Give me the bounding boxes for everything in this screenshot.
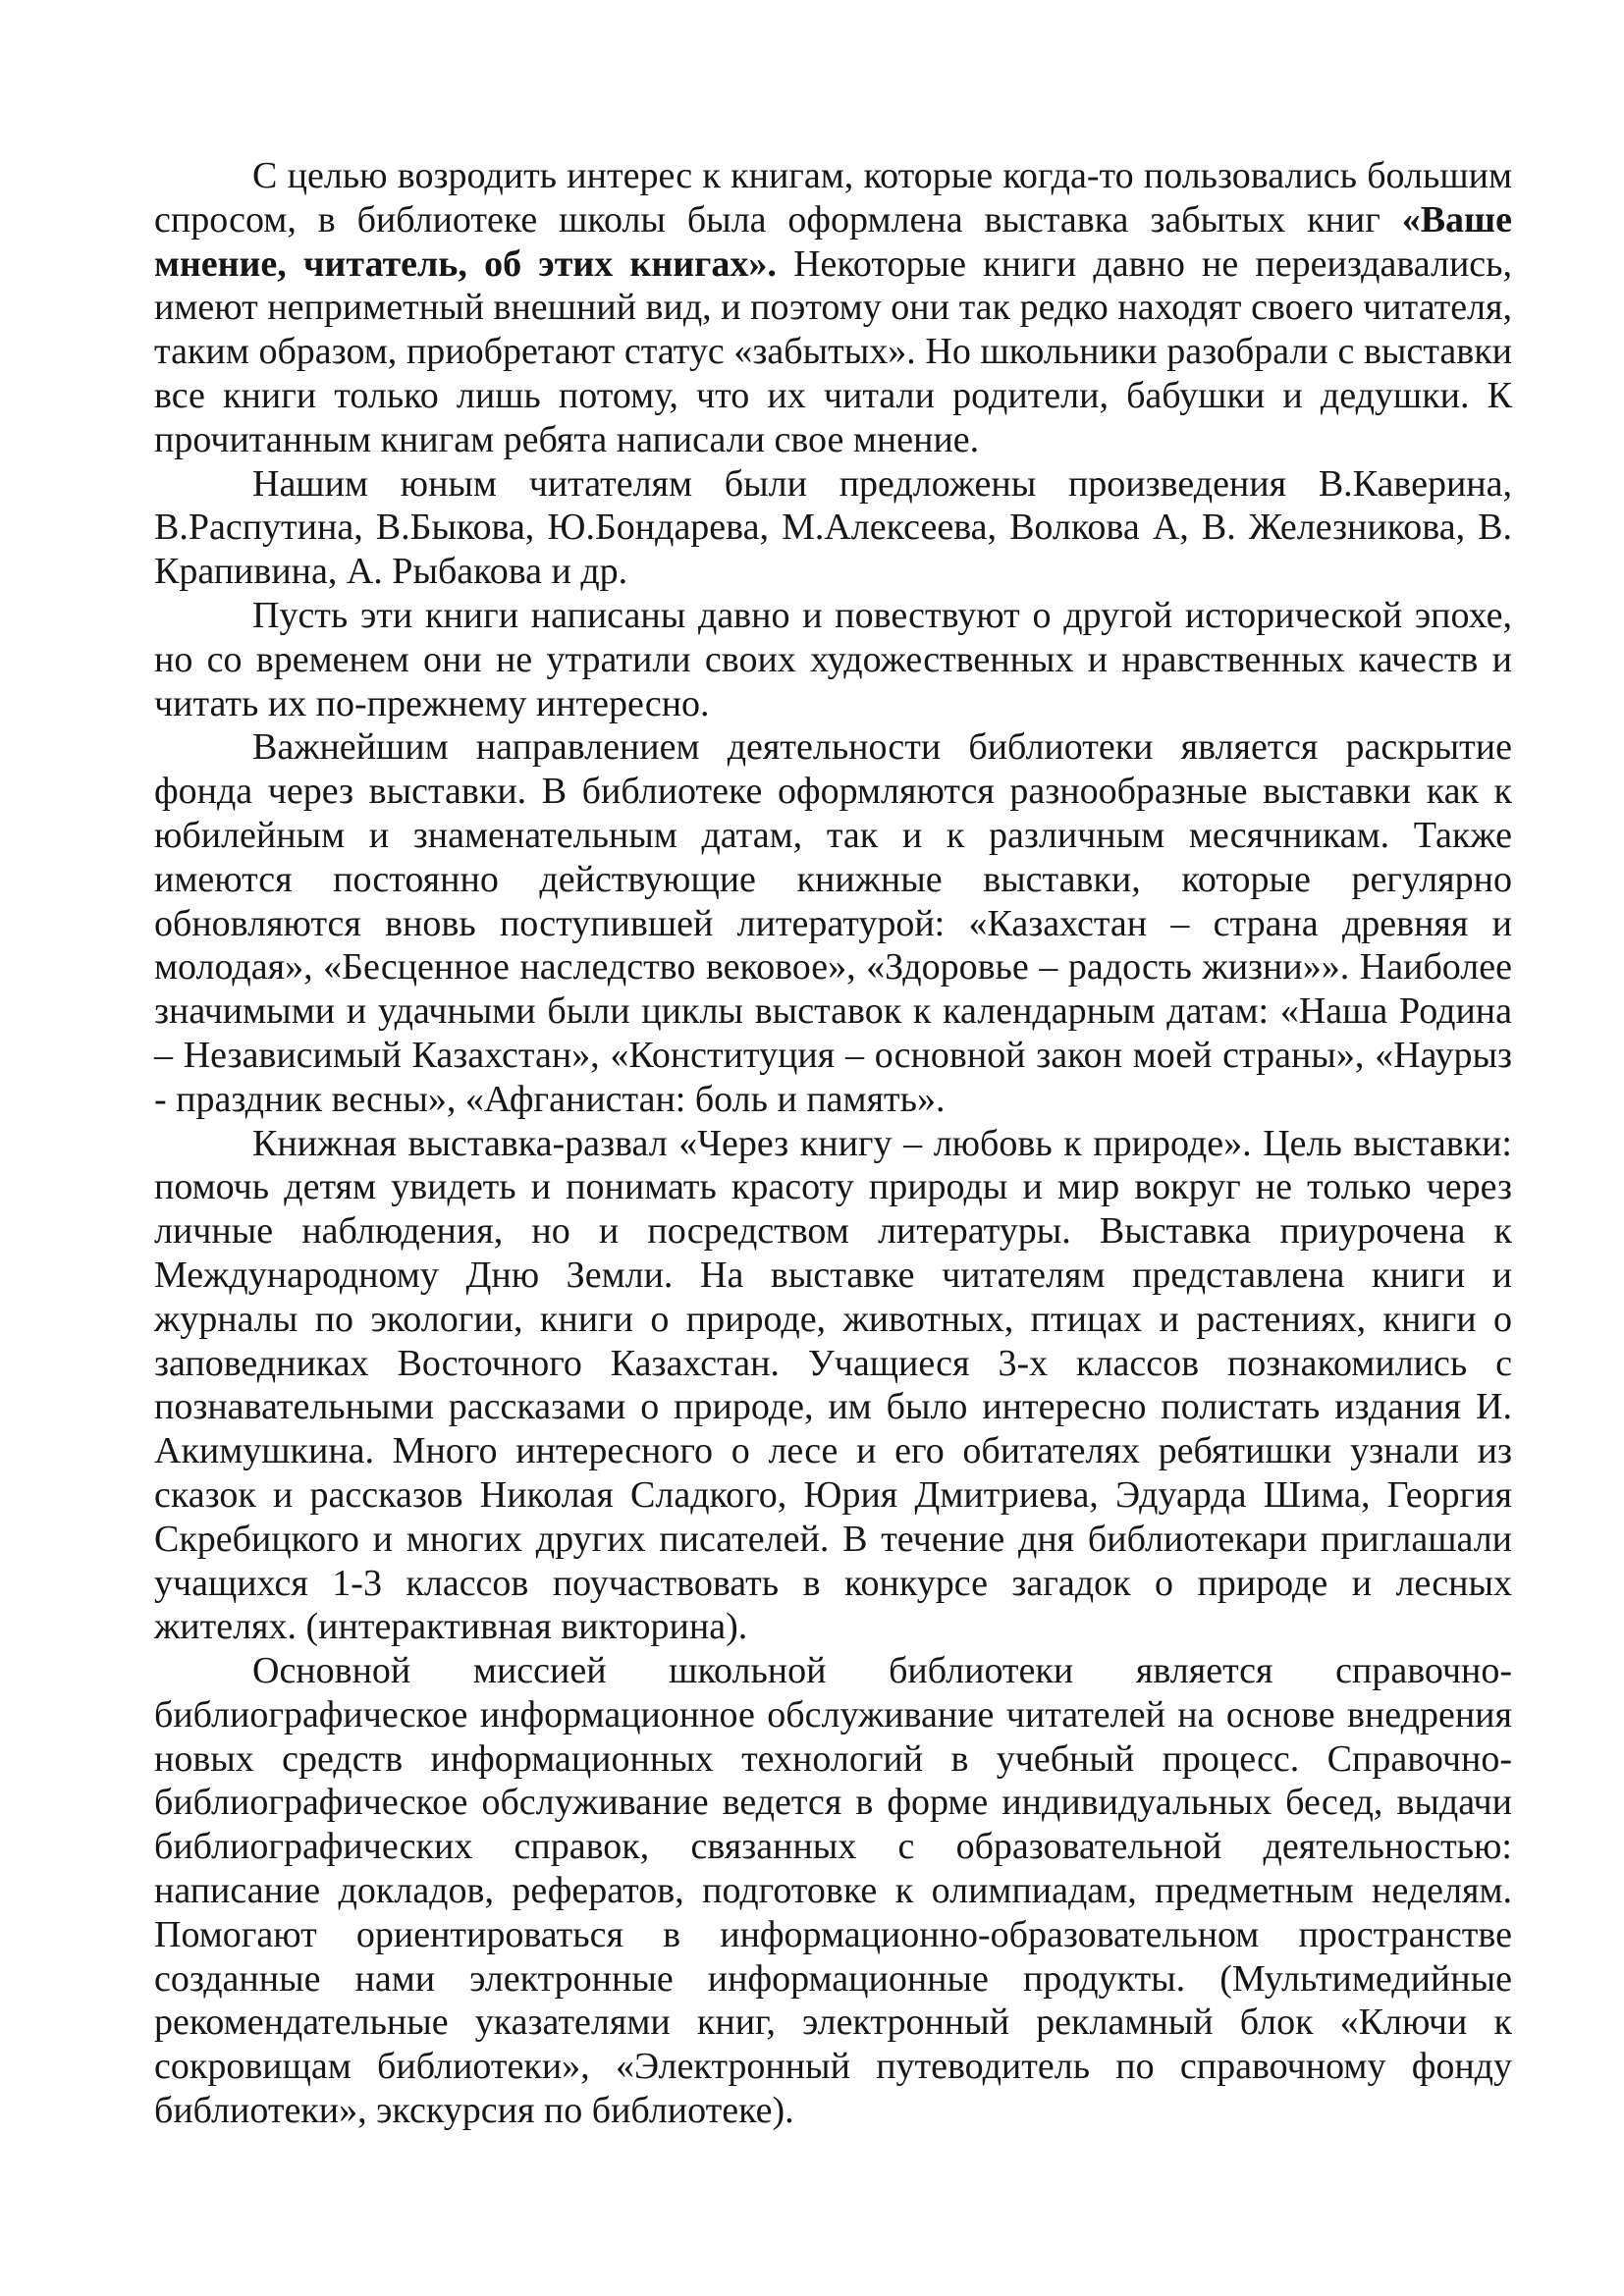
paragraph-forgotten-books	[154, 154, 1512, 462]
paragraph-text: С целью возродить интерес к книгам, которые когда-то пользовались большим спросом, в библиотеке школы была оформлена выставка забытых книг	[154, 155, 1512, 240]
paragraph-text: Некоторые книги давно не переиздавались, имеют неприметный внешний вид, и поэтому они так редко находят своего читателя, таким образом, приобретают статус «забытых». Но школьники разобрали с выставки все книги только лишь потому, что их читали родители, бабушки и дедушки. К прочитанным книгам ребята написали свое мнение.	[154, 242, 1512, 460]
paragraph-nature-exhibition: Книжная выставка-развал «Через книгу – любовь к природе». Цель выставки: помочь детям увидеть и понимать красоту природы и мир вокруг не только через личные наблюдения, но и посредством литературы. Выставка приурочена к Международному Дню Земли. На выставке читателям представлена книги и журналы по экологии, книги о природе, животных, птицах и растениях, книги о заповедниках Восточного Казахстан. Учащиеся 3-х классов познакомились с познавательными рассказами о природе, им было интересно полистать издания И. Акимушкина. Много интересного о лесе и его обитателях ребятишки узнали из сказок и рассказов Николая Сладкого, Юрия Дмитриева, Эдуарда Шима, Георгия Скребицкого и многих других писателей. В течение дня библиотекари приглашали учащихся 1-3 классов поучаствовать в конкурсе загадок о природе и лесных жителях. (интерактивная викторина).	[154, 1122, 1512, 1648]
document-page	[154, 154, 1512, 2133]
paragraph-historical-epoch: Пусть эти книги написаны давно и повествуют о другой исторической эпохе, но со временем они не утратили своих художественных и нравственных качеств и читать их по-прежнему интересно.	[154, 594, 1512, 724]
paragraph-exhibitions: Важнейшим направлением деятельности библиотеки является раскрытие фонда через выставки. В библиотеке оформляются разнообразные выставки как к юбилейным и знаменательным датам, так и к различным месячникам. Также имеются постоянно действующие книжные выставки, которые регулярно обновляются вновь поступившей литературой: «Казахстан – страна древняя и молодая», «Бесценное наследство вековое», «Здоровье – радость жизни»». Наиболее значимыми и удачными были циклы выставок к календарным датам: «Наша Родина – Независимый Казахстан», «Конституция – основной закон моей страны», «Наурыз - праздник весны», «Афганистан: боль и память».	[154, 726, 1512, 1120]
exhibition-title: «Ваше мнение, читатель, об этих книгах».	[154, 198, 1512, 285]
paragraph-library-mission: Основной миссией школьной библиотеки является справочно-библиографическое информационное обслуживание читателей на основе внедрения новых средств информационных технологий в учебный процесс. Справочно-библиографическое обслуживание ведется в форме индивидуальных бесед, выдачи библиографических справок, связанных с образовательной деятельностью: написание докладов, рефератов, подготовке к олимпиадам, предметным неделям. Помогают ориентироваться в информационно-образовательном пространстве созданные нами электронные информационные продукты. (Мультимедийные рекомендательные указателями книг, электронный рекламный блок «Ключи к сокровищам библиотеки», «Электронный путеводитель по справочному фонду библиотеки», экскурсия по библиотеке).	[154, 1650, 1512, 2132]
paragraph-authors: Нашим юным читателям были предложены произведения В.Каверина, В.Распутина, В.Быкова, Ю.Бондарева, М.Алексеева, Волкова А, В. Железникова, В. Крапивина, А. Рыбакова и др.	[154, 462, 1512, 593]
